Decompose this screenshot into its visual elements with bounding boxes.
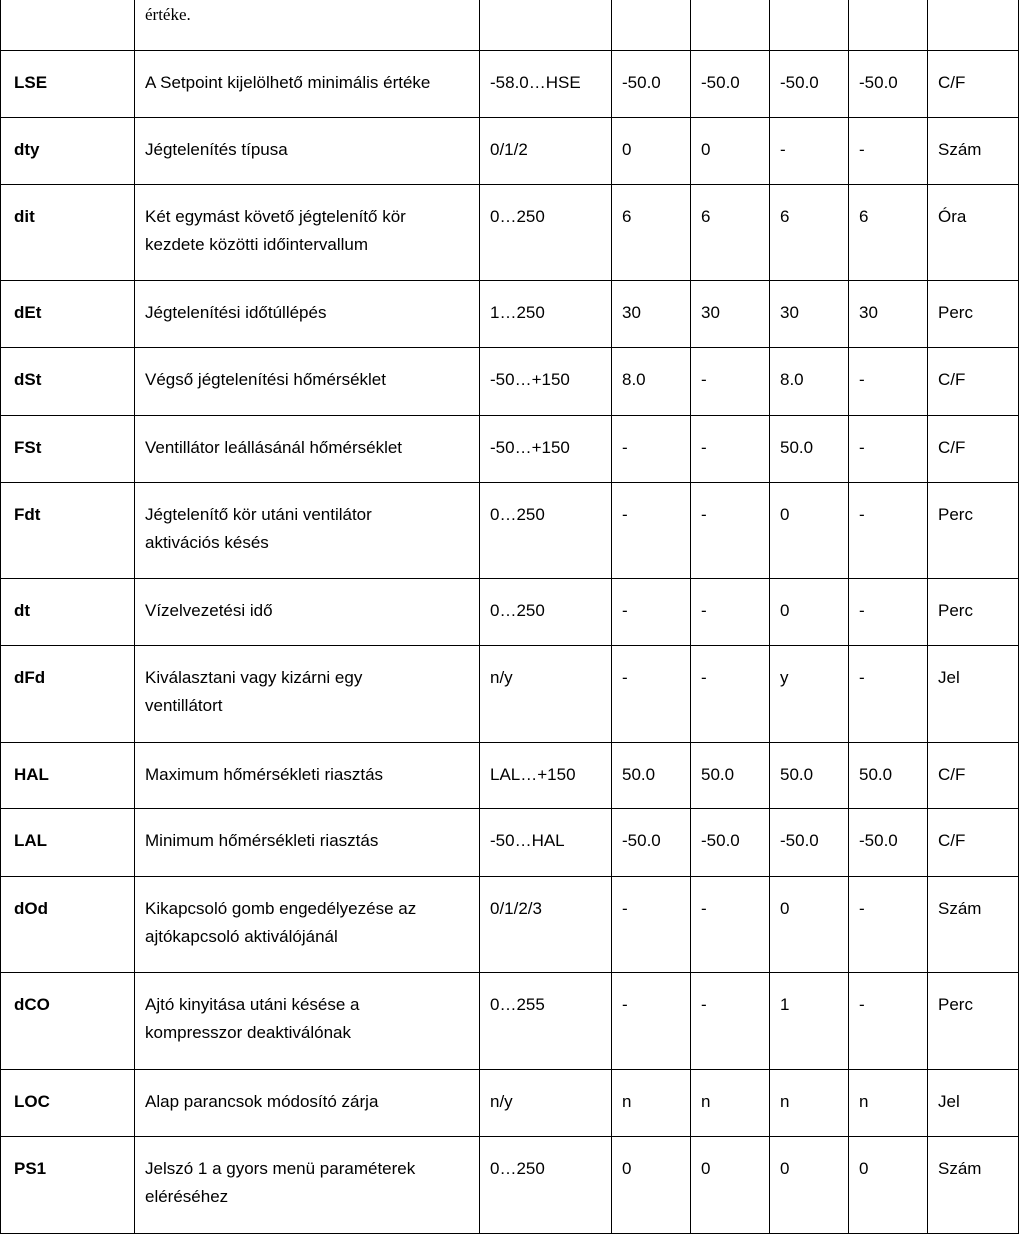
cell-value-3	[770, 646, 849, 743]
param-range: -50…+150	[490, 370, 570, 389]
param-value-3: 6	[780, 207, 790, 226]
param-unit: Jel	[938, 1092, 960, 1111]
param-unit: Jel	[938, 668, 960, 687]
cell-range	[480, 579, 612, 646]
cell-description	[135, 579, 480, 646]
cell-value-2	[691, 809, 770, 877]
param-description-line: Maximum hőmérsékleti riasztás	[145, 765, 384, 784]
param-value-2: -	[701, 601, 707, 620]
param-description-line: eléréséhez	[145, 1187, 229, 1206]
cell-value-2	[691, 877, 770, 973]
cell-unit	[928, 281, 1019, 348]
param-value-3: n	[780, 1092, 790, 1111]
cell-value-3	[770, 483, 849, 579]
cell-value-2	[691, 743, 770, 809]
param-unit: C/F	[938, 370, 966, 389]
param-range: 0/1/2/3	[490, 899, 542, 918]
param-value-3: -	[780, 140, 786, 159]
cell-value-4	[849, 579, 928, 646]
param-description-line: Kikapcsoló gomb engedélyezése az	[145, 899, 417, 918]
cell-value-1	[612, 579, 691, 646]
param-value-4: -	[859, 140, 865, 159]
cell-value-1	[612, 483, 691, 579]
cell-range	[480, 973, 612, 1070]
cell-value-1	[612, 809, 691, 877]
param-range: 1…250	[490, 303, 545, 322]
cell-code	[1, 281, 135, 348]
param-code: dt	[14, 601, 31, 620]
param-value-2: -	[701, 505, 707, 524]
cell-unit	[928, 743, 1019, 809]
param-value-3: 0	[780, 1159, 790, 1178]
table-row	[1, 973, 1019, 1070]
cell-unit	[928, 0, 1019, 51]
cell-description	[135, 185, 480, 281]
param-value-3: 0	[780, 899, 790, 918]
param-value-4: 0	[859, 1159, 869, 1178]
param-description-line: A Setpoint kijelölhető minimális értéke	[145, 73, 431, 92]
table-row	[1, 877, 1019, 973]
param-value-1: -	[622, 668, 628, 687]
cell-code	[1, 118, 135, 185]
cell-range	[480, 416, 612, 483]
cell-code	[1, 743, 135, 809]
cell-description	[135, 0, 480, 51]
cell-value-3	[770, 348, 849, 416]
param-description-line: Két egymást követő jégtelenítő kör	[145, 207, 406, 226]
table-row	[1, 51, 1019, 118]
cell-description	[135, 483, 480, 579]
param-value-2: -50.0	[701, 831, 740, 850]
param-description-line: kezdete közötti időintervallum	[145, 235, 369, 254]
cell-description	[135, 348, 480, 416]
cell-value-1	[612, 51, 691, 118]
param-unit: Perc	[938, 303, 973, 322]
cell-value-1	[612, 1070, 691, 1137]
cell-unit	[928, 51, 1019, 118]
param-description-line: Ventillátor leállásánál hőmérséklet	[145, 438, 403, 457]
param-value-4: -	[859, 438, 865, 457]
cell-description	[135, 877, 480, 973]
cell-value-3	[770, 809, 849, 877]
param-range: n/y	[490, 668, 513, 687]
param-value-3: 0	[780, 505, 790, 524]
cell-value-4	[849, 118, 928, 185]
cell-code	[1, 1070, 135, 1137]
table-row	[1, 1070, 1019, 1137]
param-unit: C/F	[938, 73, 966, 92]
param-value-1: 0	[622, 140, 632, 159]
table-row	[1, 579, 1019, 646]
cell-description	[135, 416, 480, 483]
param-range: -50…HAL	[490, 831, 565, 850]
param-value-4: -50.0	[859, 831, 898, 850]
cell-description	[135, 973, 480, 1070]
param-unit: Perc	[938, 505, 973, 524]
param-value-4: -	[859, 668, 865, 687]
cell-unit	[928, 877, 1019, 973]
cell-range	[480, 281, 612, 348]
param-value-3: -50.0	[780, 73, 819, 92]
cell-code	[1, 483, 135, 579]
table-row	[1, 483, 1019, 579]
cell-value-2	[691, 416, 770, 483]
param-range: n/y	[490, 1092, 513, 1111]
cell-code	[1, 185, 135, 281]
cell-value-2	[691, 646, 770, 743]
param-value-1: -	[622, 899, 628, 918]
param-description-line: Alap parancsok módosító zárja	[145, 1092, 379, 1111]
cell-value-1	[612, 877, 691, 973]
param-value-1: 6	[622, 207, 632, 226]
cell-unit	[928, 579, 1019, 646]
cell-unit	[928, 348, 1019, 416]
param-code: HAL	[14, 765, 49, 784]
cell-range	[480, 51, 612, 118]
cell-code	[1, 646, 135, 743]
cell-value-2	[691, 973, 770, 1070]
cell-value-2	[691, 281, 770, 348]
cell-description	[135, 743, 480, 809]
param-value-2: 6	[701, 207, 711, 226]
table-row	[1, 416, 1019, 483]
cell-range	[480, 809, 612, 877]
table-row-continuation	[1, 0, 1019, 51]
cell-code	[1, 973, 135, 1070]
param-code: dty	[14, 140, 40, 159]
cell-value-2	[691, 118, 770, 185]
cell-value-2	[691, 348, 770, 416]
cell-description	[135, 1137, 480, 1234]
param-unit: Szám	[938, 140, 982, 159]
param-value-2: 0	[701, 140, 711, 159]
cell-unit	[928, 973, 1019, 1070]
cell-value-4	[849, 51, 928, 118]
table-row	[1, 646, 1019, 743]
param-value-4: n	[859, 1092, 869, 1111]
param-code: LOC	[14, 1092, 50, 1111]
cell-value-4	[849, 877, 928, 973]
param-description-line: Minimum hőmérsékleti riasztás	[145, 831, 379, 850]
cell-code	[1, 809, 135, 877]
cell-value-2	[691, 51, 770, 118]
param-unit: Szám	[938, 899, 982, 918]
cell-range	[480, 0, 612, 51]
param-value-1: -50.0	[622, 73, 661, 92]
param-value-1: 8.0	[622, 370, 646, 389]
param-value-4: -50.0	[859, 73, 898, 92]
param-code: dFd	[14, 668, 46, 687]
cell-value-3	[770, 416, 849, 483]
table-row	[1, 118, 1019, 185]
cell-value-4	[849, 646, 928, 743]
param-value-3: y	[780, 668, 789, 687]
cell-description	[135, 281, 480, 348]
cell-value-1	[612, 185, 691, 281]
param-value-1: -	[622, 601, 628, 620]
param-value-2: -	[701, 370, 707, 389]
param-value-3: 8.0	[780, 370, 804, 389]
param-range: 0/1/2	[490, 140, 528, 159]
cell-description	[135, 646, 480, 743]
param-code: FSt	[14, 438, 42, 457]
param-description-line: Kiválasztani vagy kizárni egy	[145, 668, 363, 687]
cell-value-4	[849, 483, 928, 579]
param-range: LAL…+150	[490, 765, 576, 784]
cell-unit	[928, 185, 1019, 281]
cell-code	[1, 579, 135, 646]
param-description-line: Jégtelenítés típusa	[145, 140, 288, 159]
param-unit: Perc	[938, 995, 973, 1014]
param-value-2: -	[701, 995, 707, 1014]
param-value-2: 30	[701, 303, 720, 322]
param-value-4: -	[859, 899, 865, 918]
cell-range	[480, 118, 612, 185]
param-value-1: 50.0	[622, 765, 656, 784]
cell-value-1	[612, 281, 691, 348]
cell-value-2	[691, 579, 770, 646]
cell-value-1	[612, 0, 691, 51]
cell-code	[1, 877, 135, 973]
param-value-1: -	[622, 438, 628, 457]
cell-unit	[928, 1137, 1019, 1234]
cell-value-1	[612, 348, 691, 416]
param-unit: C/F	[938, 765, 966, 784]
param-description-line: Jégtelenítési időtúllépés	[145, 303, 327, 322]
param-value-2: n	[701, 1092, 711, 1111]
cell-value-3	[770, 185, 849, 281]
cell-value-1	[612, 646, 691, 743]
cell-value-4	[849, 416, 928, 483]
cell-value-2	[691, 185, 770, 281]
cell-value-2	[691, 1137, 770, 1234]
param-value-4: 50.0	[859, 765, 893, 784]
cell-value-2	[691, 483, 770, 579]
param-value-4: -	[859, 505, 865, 524]
cell-value-3	[770, 281, 849, 348]
cell-value-1	[612, 118, 691, 185]
param-value-3: 0	[780, 601, 790, 620]
cell-value-1	[612, 973, 691, 1070]
cell-value-4	[849, 348, 928, 416]
param-value-4: -	[859, 995, 865, 1014]
parameter-table-body	[1, 0, 1019, 1234]
table-row	[1, 743, 1019, 809]
param-code: Fdt	[14, 505, 41, 524]
cell-description	[135, 118, 480, 185]
param-value-4: -	[859, 370, 865, 389]
table-row	[1, 1137, 1019, 1234]
param-code: dit	[14, 207, 35, 226]
param-code: dOd	[14, 899, 48, 918]
param-description-line: Jelszó 1 a gyors menü paraméterek	[145, 1159, 416, 1178]
param-value-4: -	[859, 601, 865, 620]
cell-value-4	[849, 809, 928, 877]
param-value-3: -50.0	[780, 831, 819, 850]
param-description-line: Jégtelenítő kör utáni ventilátor	[145, 505, 372, 524]
param-range: 0…250	[490, 505, 545, 524]
cell-value-1	[612, 416, 691, 483]
cell-value-3	[770, 579, 849, 646]
cell-range	[480, 877, 612, 973]
table-row	[1, 185, 1019, 281]
param-value-3: 30	[780, 303, 799, 322]
cell-range	[480, 743, 612, 809]
cell-code	[1, 0, 135, 51]
cell-value-4	[849, 185, 928, 281]
cell-unit	[928, 646, 1019, 743]
cell-value-2	[691, 1070, 770, 1137]
param-value-1: -	[622, 995, 628, 1014]
cell-code	[1, 416, 135, 483]
table-row	[1, 281, 1019, 348]
param-unit: Szám	[938, 1159, 982, 1178]
cell-code	[1, 1137, 135, 1234]
cell-value-3	[770, 1137, 849, 1234]
cell-range	[480, 348, 612, 416]
cell-value-3	[770, 877, 849, 973]
param-value-2: 0	[701, 1159, 711, 1178]
param-description-line: Ajtó kinyitása utáni késése a	[145, 995, 360, 1014]
param-description-line: ajtókapcsoló aktiválójánál	[145, 927, 338, 946]
param-code: dCO	[14, 995, 50, 1014]
param-description-line: kompresszor deaktiválónak	[145, 1023, 351, 1042]
param-value-2: -50.0	[701, 73, 740, 92]
param-unit: C/F	[938, 438, 966, 457]
cell-value-4	[849, 0, 928, 51]
param-value-3: 50.0	[780, 765, 814, 784]
cell-value-1	[612, 1137, 691, 1234]
cell-code	[1, 51, 135, 118]
cell-value-1	[612, 743, 691, 809]
param-value-2: -	[701, 438, 707, 457]
cell-description	[135, 1070, 480, 1137]
cell-range	[480, 1070, 612, 1137]
param-range: -50…+150	[490, 438, 570, 457]
cell-value-4	[849, 281, 928, 348]
cell-value-2	[691, 0, 770, 51]
cell-unit	[928, 416, 1019, 483]
cell-value-3	[770, 743, 849, 809]
cell-value-3	[770, 973, 849, 1070]
cell-value-4	[849, 1137, 928, 1234]
param-description-line: Vízelvezetési idő	[145, 601, 273, 620]
param-code: LSE	[14, 73, 48, 92]
cell-description	[135, 809, 480, 877]
cell-value-3	[770, 118, 849, 185]
cell-unit	[928, 809, 1019, 877]
param-code: dSt	[14, 370, 42, 389]
param-value-4: 30	[859, 303, 878, 322]
cell-unit	[928, 483, 1019, 579]
table-row	[1, 809, 1019, 877]
table-row	[1, 348, 1019, 416]
param-value-3: 1	[780, 995, 790, 1014]
cell-range	[480, 185, 612, 281]
cell-value-3	[770, 0, 849, 51]
continuation-text: értéke.	[145, 5, 191, 24]
param-value-1: -50.0	[622, 831, 661, 850]
param-range: 0…255	[490, 995, 545, 1014]
param-value-4: 6	[859, 207, 869, 226]
cell-value-3	[770, 1070, 849, 1137]
param-unit: Óra	[938, 207, 967, 226]
param-value-3: 50.0	[780, 438, 814, 457]
cell-value-3	[770, 51, 849, 118]
cell-unit	[928, 118, 1019, 185]
param-range: -58.0…HSE	[490, 73, 581, 92]
param-value-1: -	[622, 505, 628, 524]
param-code: LAL	[14, 831, 48, 850]
param-value-2: -	[701, 668, 707, 687]
param-value-2: 50.0	[701, 765, 735, 784]
cell-value-4	[849, 1070, 928, 1137]
cell-description	[135, 51, 480, 118]
cell-value-4	[849, 743, 928, 809]
cell-range	[480, 646, 612, 743]
param-range: 0…250	[490, 1159, 545, 1178]
cell-unit	[928, 1070, 1019, 1137]
param-range: 0…250	[490, 207, 545, 226]
param-code: dEt	[14, 303, 42, 322]
param-range: 0…250	[490, 601, 545, 620]
param-description-line: Végső jégtelenítési hőmérséklet	[145, 370, 386, 389]
param-value-1: n	[622, 1092, 632, 1111]
param-unit: Perc	[938, 601, 973, 620]
param-code: PS1	[14, 1159, 47, 1178]
cell-value-4	[849, 973, 928, 1070]
cell-code	[1, 348, 135, 416]
param-value-1: 0	[622, 1159, 632, 1178]
param-description-line: aktivációs késés	[145, 533, 269, 552]
param-value-1: 30	[622, 303, 641, 322]
param-value-2: -	[701, 899, 707, 918]
param-unit: C/F	[938, 831, 966, 850]
cell-range	[480, 483, 612, 579]
cell-range	[480, 1137, 612, 1234]
param-description-line: ventillátort	[145, 696, 223, 715]
